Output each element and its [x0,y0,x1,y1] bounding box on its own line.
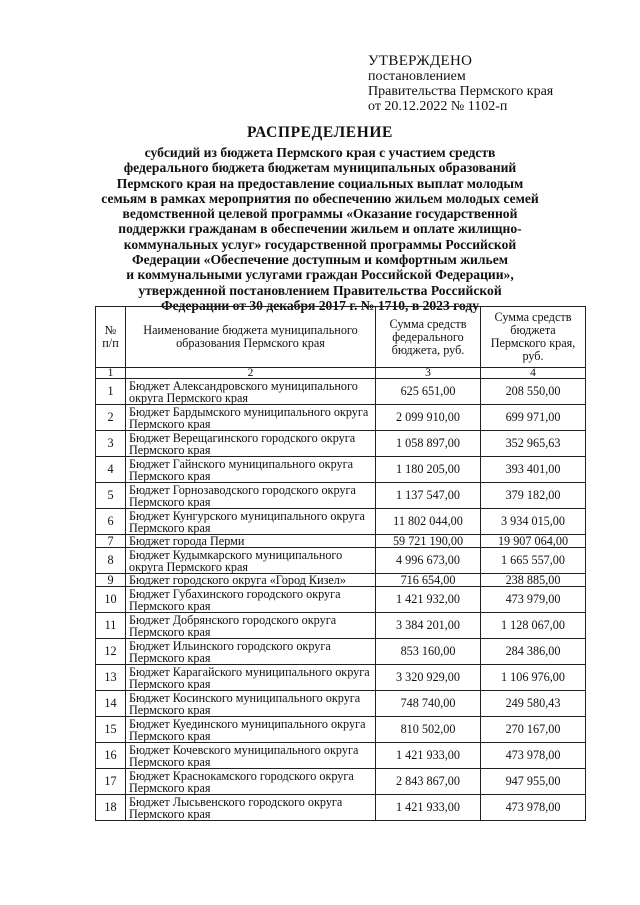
table-row [96,795,586,821]
row-number: 18 [96,795,126,821]
table-row [96,548,586,574]
regional-amount: 208 550,00 [481,379,586,405]
row-number: 7 [96,535,126,548]
row-number: 8 [96,548,126,574]
regional-amount: 238 885,00 [481,574,586,587]
row-number: 16 [96,743,126,769]
subtitle-line: и коммунальными услугами граждан Российской Федерации», [126,267,514,283]
budget-name: Бюджет Александровского муниципального округа Пермского края [126,379,376,405]
subtitle-line: коммунальных услуг» государственной программы Российской [123,236,517,252]
table-header-row [96,307,586,368]
budget-name: Бюджет Ильинского городского округа Пермского края [126,639,376,665]
table-row [96,665,586,691]
regional-amount: 393 401,00 [481,457,586,483]
approval-block [368,54,618,114]
document-subtitle [40,145,600,313]
federal-amount: 625 651,00 [376,379,481,405]
federal-amount: 2 099 910,00 [376,405,481,431]
subtitle-line: Федерации от 30 декабря 2017 г. № 1710, в 2023 году [160,297,480,313]
budget-name: Бюджет Карагайского муниципального округа Пермского края [126,665,376,691]
budget-name: Бюджет города Перми [126,535,376,548]
column-number: 2 [126,368,376,379]
table-row [96,743,586,769]
row-number: 4 [96,457,126,483]
table-row [96,613,586,639]
budget-name: Бюджет Куединского муниципального округа Пермского края [126,717,376,743]
federal-amount: 1 137 547,00 [376,483,481,509]
header-regional: Сумма средств бюджета Пермского края, руб. [481,307,586,368]
approval-title: УТВЕРЖДЕНО [368,53,473,69]
table-row [96,509,586,535]
federal-amount: 1 421 932,00 [376,587,481,613]
table-row [96,639,586,665]
federal-amount: 2 843 867,00 [376,769,481,795]
header-federal: Сумма средств федерального бюджета, руб. [376,307,481,368]
row-number: 2 [96,405,126,431]
table-row [96,691,586,717]
table-row [96,457,586,483]
header-num: № п/п [96,307,126,368]
row-number: 5 [96,483,126,509]
budget-name: Бюджет Бардымского муниципального округа Пермского края [126,405,376,431]
regional-amount: 19 907 064,00 [481,535,586,548]
column-number: 4 [481,368,586,379]
budget-name: Бюджет Кочевского муниципального округа Пермского края [126,743,376,769]
federal-amount: 748 740,00 [376,691,481,717]
federal-amount: 11 802 044,00 [376,509,481,535]
federal-amount: 1 058 897,00 [376,431,481,457]
distribution-table [95,306,586,821]
budget-name: Бюджет Верещагинского городского округа Пермского края [126,431,376,457]
federal-amount: 59 721 190,00 [376,535,481,548]
row-number: 15 [96,717,126,743]
table-row [96,483,586,509]
table-row [96,431,586,457]
federal-amount: 1 421 933,00 [376,795,481,821]
budget-name: Бюджет Горнозаводского городского округа Пермского края [126,483,376,509]
approval-line: постановлением [368,69,466,84]
budget-name: Бюджет городского округа «Город Кизел» [126,574,376,587]
regional-amount: 379 182,00 [481,483,586,509]
budget-name: Бюджет Кунгурского муниципального округа Пермского края [126,509,376,535]
table-row [96,587,586,613]
subtitle-line: федерального бюджета бюджетам муниципальных образований [123,160,517,176]
row-number: 14 [96,691,126,717]
federal-amount: 810 502,00 [376,717,481,743]
regional-amount: 1 665 557,00 [481,548,586,574]
budget-name: Бюджет Лысьвенского городского округа Пермского края [126,795,376,821]
regional-amount: 249 580,43 [481,691,586,717]
budget-name: Бюджет Кудымкарского муниципального округа Пермского края [126,548,376,574]
subtitle-line: ведомственной целевой программы «Оказание государственной [122,206,518,222]
federal-amount: 853 160,00 [376,639,481,665]
subtitle-line: семьям в рамках мероприятия по обеспечению жильем молодых семей [101,190,539,206]
subtitle-line: утвержденной постановлением Правительства Российской [138,282,502,298]
subtitle-line: поддержки гражданам в обеспечении жильем и оплате жилищно- [118,221,522,237]
row-number: 9 [96,574,126,587]
row-number: 10 [96,587,126,613]
budget-name: Бюджет Губахинского городского округа Пермского края [126,587,376,613]
table-row [96,574,586,587]
approval-date: от 20.12.2022 № 1102-п [368,99,508,114]
row-number: 6 [96,509,126,535]
federal-amount: 716 654,00 [376,574,481,587]
table-row [96,405,586,431]
budget-name: Бюджет Косинского муниципального округа Пермского края [126,691,376,717]
row-number: 1 [96,379,126,405]
column-number: 3 [376,368,481,379]
regional-amount: 270 167,00 [481,717,586,743]
regional-amount: 352 965,63 [481,431,586,457]
budget-name: Бюджет Краснокамского городского округа Пермского края [126,769,376,795]
table-row [96,769,586,795]
regional-amount: 284 386,00 [481,639,586,665]
table-row [96,717,586,743]
subtitle-line: субсидий из бюджета Пермского края с участием средств [144,145,496,160]
regional-amount: 947 955,00 [481,769,586,795]
table-row [96,535,586,548]
row-number: 17 [96,769,126,795]
header-name: Наименование бюджета муниципального образования Пермского края [126,307,376,368]
row-number: 13 [96,665,126,691]
column-number-row [96,368,586,379]
federal-amount: 1 421 933,00 [376,743,481,769]
row-number: 12 [96,639,126,665]
approval-line: Правительства Пермского края [368,84,554,99]
regional-amount: 1 106 976,00 [481,665,586,691]
subtitle-line: Пермского края на предоставление социальных выплат молодым [116,175,524,191]
regional-amount: 473 978,00 [481,743,586,769]
regional-amount: 473 978,00 [481,795,586,821]
subtitle-line: Федерации «Обеспечение доступным и комфортным жильем [131,252,509,268]
column-number: 1 [96,368,126,379]
budget-name: Бюджет Добрянского городского округа Пермского края [126,613,376,639]
federal-amount: 4 996 673,00 [376,548,481,574]
federal-amount: 1 180 205,00 [376,457,481,483]
regional-amount: 473 979,00 [481,587,586,613]
table-row [96,379,586,405]
regional-amount: 1 128 067,00 [481,613,586,639]
federal-amount: 3 384 201,00 [376,613,481,639]
row-number: 11 [96,613,126,639]
row-number: 3 [96,431,126,457]
document-title: РАСПРЕДЕЛЕНИЕ [247,124,393,141]
federal-amount: 3 320 929,00 [376,665,481,691]
budget-name: Бюджет Гайнского муниципального округа Пермского края [126,457,376,483]
regional-amount: 3 934 015,00 [481,509,586,535]
regional-amount: 699 971,00 [481,405,586,431]
